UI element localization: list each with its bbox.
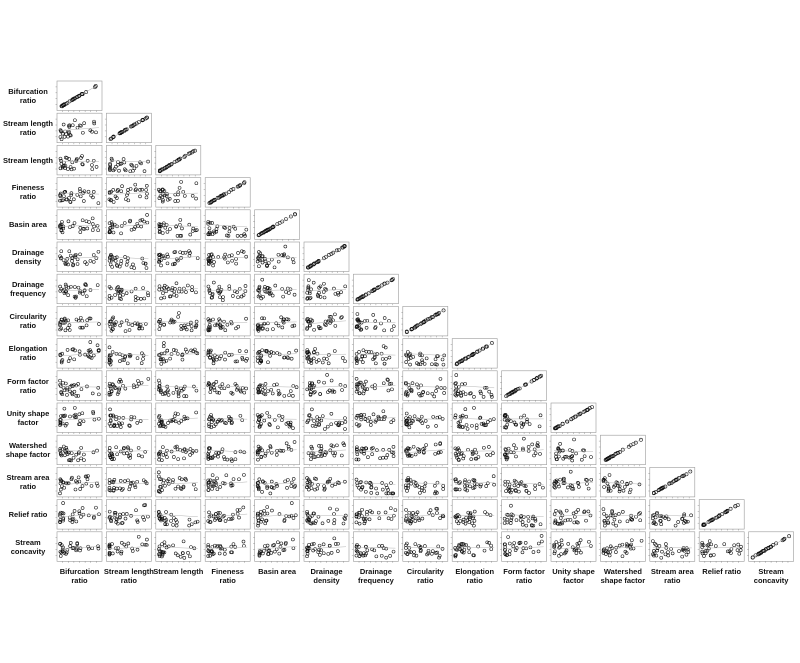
panel-fineness_ratio-vs-bifurcation_ratio: [56, 178, 103, 209]
panel-frame: [57, 306, 102, 336]
panel-frame: [57, 371, 102, 401]
panel-circularity_ratio-vs-bifurcation_ratio: [56, 306, 103, 337]
panel-relief_ratio-vs-elongation_ratio: [451, 500, 498, 531]
panel-drainage_density-vs-drainage_density: [303, 242, 350, 273]
panel-stream_concavity-vs-stream_length: [154, 532, 201, 563]
panel-relief_ratio-vs-stream_length: [154, 500, 201, 531]
panel-stream_length_ratio-vs-stream_length_ratio: [105, 113, 151, 144]
panel-stream_concavity-vs-elongation_ratio: [451, 532, 498, 563]
panel-stream_area_ratio-vs-stream_length: [154, 467, 201, 498]
panel-circularity_ratio-vs-fineness_ratio: [204, 306, 251, 337]
panel-stream_area_ratio-vs-fineness_ratio: [204, 467, 251, 498]
panel-stream_concavity-vs-drainage_density: [303, 532, 350, 563]
panel-watershed_shape_factor-vs-unity_shape_factor: [550, 435, 597, 466]
panel-watershed_shape_factor-vs-stream_length: [154, 435, 201, 466]
panel-watershed_shape_factor-vs-drainage_density: [303, 435, 350, 466]
panel-stream_area_ratio-vs-stream_area_ratio: [648, 467, 695, 498]
panel-elongation_ratio-vs-bifurcation_ratio: [56, 339, 103, 370]
panel-fineness_ratio-vs-fineness_ratio: [204, 178, 251, 209]
panel-frame: [403, 371, 448, 401]
panel-relief_ratio-vs-fineness_ratio: [204, 500, 251, 531]
panel-drainage_frequency-vs-stream_length: [154, 274, 201, 305]
panel-frame: [353, 532, 398, 562]
panel-watershed_shape_factor-vs-form_factor_ratio: [500, 435, 546, 466]
panel-relief_ratio-vs-drainage_density: [303, 500, 350, 531]
panel-unity_shape_factor-vs-drainage_frequency: [352, 403, 399, 434]
panel-relief_ratio-vs-relief_ratio: [698, 500, 745, 531]
panel-circularity_ratio-vs-drainage_frequency: [352, 306, 399, 337]
panel-relief_ratio-vs-stream_length_ratio: [105, 500, 151, 531]
panel-relief_ratio-vs-stream_area_ratio: [648, 500, 695, 531]
panel-drainage_density-vs-fineness_ratio: [204, 242, 251, 273]
panel-drainage_frequency-vs-stream_length_ratio: [105, 274, 151, 305]
panel-circularity_ratio-vs-circularity_ratio: [401, 306, 448, 337]
panel-form_factor_ratio-vs-fineness_ratio: [204, 371, 251, 402]
panel-drainage_frequency-vs-bifurcation_ratio: [56, 274, 103, 305]
panel-unity_shape_factor-vs-fineness_ratio: [204, 403, 251, 434]
panel-elongation_ratio-vs-circularity_ratio: [401, 339, 448, 370]
panel-stream_length-vs-stream_length: [154, 145, 201, 176]
panel-frame: [255, 306, 300, 336]
panel-unity_shape_factor-vs-form_factor_ratio: [500, 403, 546, 434]
panel-drainage_density-vs-stream_length_ratio: [105, 242, 151, 273]
panel-watershed_shape_factor-vs-basin_area: [253, 435, 300, 466]
panel-form_factor_ratio-vs-form_factor_ratio: [500, 371, 546, 402]
panel-basin_area-vs-stream_length: [154, 210, 201, 241]
panel-stream_area_ratio-vs-bifurcation_ratio: [56, 467, 103, 498]
panel-frame: [304, 403, 349, 433]
panel-elongation_ratio-vs-stream_length_ratio: [105, 339, 151, 370]
panel-basin_area-vs-basin_area: [253, 210, 300, 241]
panel-unity_shape_factor-vs-elongation_ratio: [451, 403, 498, 434]
panel-unity_shape_factor-vs-stream_length: [154, 403, 201, 434]
panel-relief_ratio-vs-unity_shape_factor: [550, 500, 597, 531]
panel-basin_area-vs-bifurcation_ratio: [56, 210, 103, 241]
panel-frame: [156, 306, 201, 336]
panel-bifurcation_ratio-vs-bifurcation_ratio: [56, 81, 103, 112]
panel-stream_area_ratio-vs-stream_length_ratio: [105, 467, 151, 498]
panel-frame: [304, 339, 349, 369]
panel-frame: [156, 467, 201, 497]
panel-fineness_ratio-vs-stream_length: [154, 178, 201, 209]
panel-circularity_ratio-vs-drainage_density: [303, 306, 350, 337]
panel-stream_concavity-vs-fineness_ratio: [204, 532, 251, 563]
panel-form_factor_ratio-vs-circularity_ratio: [401, 371, 448, 402]
panel-elongation_ratio-vs-elongation_ratio: [451, 339, 498, 370]
panel-unity_shape_factor-vs-basin_area: [253, 403, 300, 434]
panel-form_factor_ratio-vs-elongation_ratio: [451, 371, 498, 402]
panel-unity_shape_factor-vs-unity_shape_factor: [550, 403, 597, 434]
panel-stream_area_ratio-vs-form_factor_ratio: [500, 467, 546, 498]
panel-frame: [156, 403, 201, 433]
panel-frame: [452, 435, 497, 465]
panel-relief_ratio-vs-watershed_shape_factor: [599, 500, 646, 531]
panel-drainage_frequency-vs-basin_area: [253, 274, 300, 305]
panel-drainage_frequency-vs-drainage_density: [303, 274, 350, 305]
panel-form_factor_ratio-vs-basin_area: [253, 371, 300, 402]
panel-circularity_ratio-vs-stream_length_ratio: [105, 306, 151, 337]
panel-stream_area_ratio-vs-elongation_ratio: [451, 467, 498, 498]
panel-basin_area-vs-stream_length_ratio: [105, 210, 151, 241]
panel-stream_area_ratio-vs-watershed_shape_factor: [599, 467, 646, 498]
panel-relief_ratio-vs-bifurcation_ratio: [56, 500, 103, 531]
panel-stream_area_ratio-vs-drainage_frequency: [352, 467, 399, 498]
panel-watershed_shape_factor-vs-bifurcation_ratio: [56, 435, 103, 466]
panel-stream_length-vs-stream_length_ratio: [105, 145, 151, 176]
panel-stream_area_ratio-vs-basin_area: [253, 467, 300, 498]
panel-unity_shape_factor-vs-stream_length_ratio: [105, 403, 151, 434]
panel-frame: [205, 306, 250, 336]
panel-circularity_ratio-vs-stream_length: [154, 306, 201, 337]
panel-frame: [255, 371, 300, 401]
panel-stream_concavity-vs-drainage_frequency: [352, 532, 399, 563]
panel-watershed_shape_factor-vs-elongation_ratio: [451, 435, 498, 466]
panel-stream_area_ratio-vs-unity_shape_factor: [550, 467, 597, 498]
panel-frame: [57, 210, 102, 240]
panel-watershed_shape_factor-vs-drainage_frequency: [352, 435, 399, 466]
panel-watershed_shape_factor-vs-fineness_ratio: [204, 435, 251, 466]
panel-drainage_density-vs-stream_length: [154, 242, 201, 273]
panel-form_factor_ratio-vs-stream_length: [154, 371, 201, 402]
panel-stream_area_ratio-vs-circularity_ratio: [401, 467, 448, 498]
panel-stream_length-vs-bifurcation_ratio: [56, 145, 103, 176]
panel-drainage_frequency-vs-fineness_ratio: [204, 274, 251, 305]
panel-unity_shape_factor-vs-drainage_density: [303, 403, 350, 434]
panel-stream_length_ratio-vs-bifurcation_ratio: [56, 113, 103, 144]
panel-elongation_ratio-vs-stream_length: [154, 339, 201, 370]
panel-form_factor_ratio-vs-bifurcation_ratio: [56, 371, 103, 402]
panel-watershed_shape_factor-vs-watershed_shape_factor: [599, 435, 646, 466]
panel-elongation_ratio-vs-drainage_frequency: [352, 339, 399, 370]
panel-unity_shape_factor-vs-circularity_ratio: [401, 403, 448, 434]
panel-frame: [57, 242, 102, 272]
panel-fineness_ratio-vs-stream_length_ratio: [105, 178, 151, 209]
panel-stream_concavity-vs-circularity_ratio: [401, 532, 448, 563]
panel-drainage_density-vs-bifurcation_ratio: [56, 242, 103, 273]
panel-relief_ratio-vs-basin_area: [253, 500, 300, 531]
panel-form_factor_ratio-vs-drainage_frequency: [352, 371, 399, 402]
panel-unity_shape_factor-vs-bifurcation_ratio: [56, 403, 103, 434]
panel-watershed_shape_factor-vs-stream_length_ratio: [105, 435, 151, 466]
panel-stream_area_ratio-vs-drainage_density: [303, 467, 350, 498]
panel-stream_concavity-vs-stream_length_ratio: [105, 532, 151, 563]
panel-form_factor_ratio-vs-drainage_density: [303, 371, 350, 402]
panel-elongation_ratio-vs-basin_area: [253, 339, 300, 370]
panel-stream_concavity-vs-basin_area: [253, 532, 300, 563]
panel-relief_ratio-vs-circularity_ratio: [401, 500, 448, 531]
panel-elongation_ratio-vs-fineness_ratio: [204, 339, 251, 370]
panel-circularity_ratio-vs-basin_area: [253, 306, 300, 337]
panel-frame: [304, 532, 349, 562]
panel-frame: [403, 467, 448, 497]
panel-relief_ratio-vs-form_factor_ratio: [500, 500, 546, 531]
panel-stream_concavity-vs-bifurcation_ratio: [56, 532, 103, 563]
panel-elongation_ratio-vs-drainage_density: [303, 339, 350, 370]
panel-form_factor_ratio-vs-stream_length_ratio: [105, 371, 151, 402]
panel-watershed_shape_factor-vs-circularity_ratio: [401, 435, 448, 466]
panel-relief_ratio-vs-drainage_frequency: [352, 500, 399, 531]
panel-frame: [205, 532, 250, 562]
panel-basin_area-vs-fineness_ratio: [204, 210, 251, 241]
panel-drainage_frequency-vs-drainage_frequency: [352, 274, 399, 305]
panel-drainage_density-vs-basin_area: [253, 242, 300, 273]
